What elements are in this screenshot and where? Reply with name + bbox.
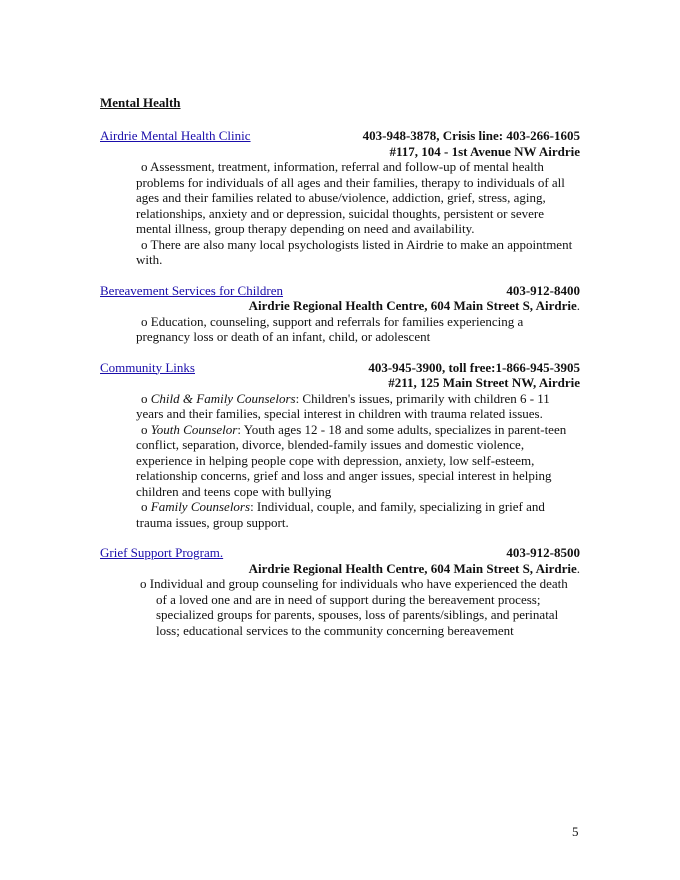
list-item: o Youth Counselor: Youth ages 12 - 18 and some adults, specializes in parent-teen conflict, separation, divorce, blended-family issues and domestic violence, experience in helping people cope with depression, anxiety, low self-esteem, relationship concerns, grief and loss and anger issues, special interest in helping children and teens cope with bullying bbox=[136, 421, 567, 499]
resource-entry bbox=[100, 128, 580, 268]
list-item: o Child & Family Counselors: Children's issues, primarily with children 6 - 11 years and their families, special interest in children with trauma related issues. bbox=[136, 390, 550, 421]
entry-header bbox=[100, 545, 580, 561]
page-number: 5 bbox=[572, 824, 579, 839]
phone-number: 403-948-3878, Crisis line: 403-266-1605 bbox=[362, 128, 580, 143]
resource-link[interactable]: Airdrie Mental Health Clinic bbox=[100, 128, 251, 143]
list-item: o Family Counselors: Individual, couple, and family, specializing in grief and trauma issues, group support. bbox=[136, 499, 545, 530]
list-item: o Individual and group counseling for individuals who have experienced the death of a loved one and are in need of support during the bereavement process; specialized groups for parents, spouses, loss of parents/siblings, and perinatal loss; educational services to the community concerning bereavement bbox=[140, 576, 568, 638]
resource-link[interactable]: Community Links bbox=[100, 359, 195, 375]
address: Airdrie Regional Health Centre, 604 Main Street S, Airdrie. bbox=[248, 298, 580, 313]
document-page bbox=[100, 95, 580, 653]
address: Airdrie Regional Health Centre, 604 Main Street S, Airdrie. bbox=[248, 560, 580, 576]
phone-number: 403-912-8500 bbox=[506, 545, 580, 560]
address: #211, 125 Main Street NW, Airdrie bbox=[388, 375, 580, 390]
resource-entry bbox=[100, 360, 580, 531]
phone-number: 403-945-3900, toll free:1-866-945-3905 bbox=[368, 359, 580, 375]
resource-link[interactable]: Bereavement Services for Children bbox=[100, 282, 284, 298]
entry-header bbox=[100, 283, 580, 299]
list-item: o There are also many local psychologists listed in Airdrie to make an appointment with. bbox=[136, 236, 573, 267]
list-item: o Education, counseling, support and referrals for families experiencing a pregnancy loss or death of an infant, child, or adolescent bbox=[136, 313, 524, 344]
resource-entry bbox=[100, 545, 580, 638]
resource-link[interactable]: Grief Support Program. bbox=[100, 545, 224, 560]
entry-header bbox=[100, 128, 580, 144]
section-heading: Mental Health bbox=[100, 95, 181, 110]
phone-number: 403-912-8400 bbox=[506, 282, 580, 298]
resource-entry bbox=[100, 283, 580, 345]
address: #117, 104 - 1st Avenue NW Airdrie bbox=[389, 143, 580, 159]
list-item: o Assessment, treatment, information, referral and follow-up of mental health problems for individuals of all ages and their families, therapy to individuals of all ages and their families related to abuse/violence, addiction, grief, stress, aging, relationships, anxiety and or depression, suicidal thoughts, persistent or severe mental illness, group therapy depending on need and availability. bbox=[136, 159, 565, 236]
entry-header bbox=[100, 360, 580, 376]
